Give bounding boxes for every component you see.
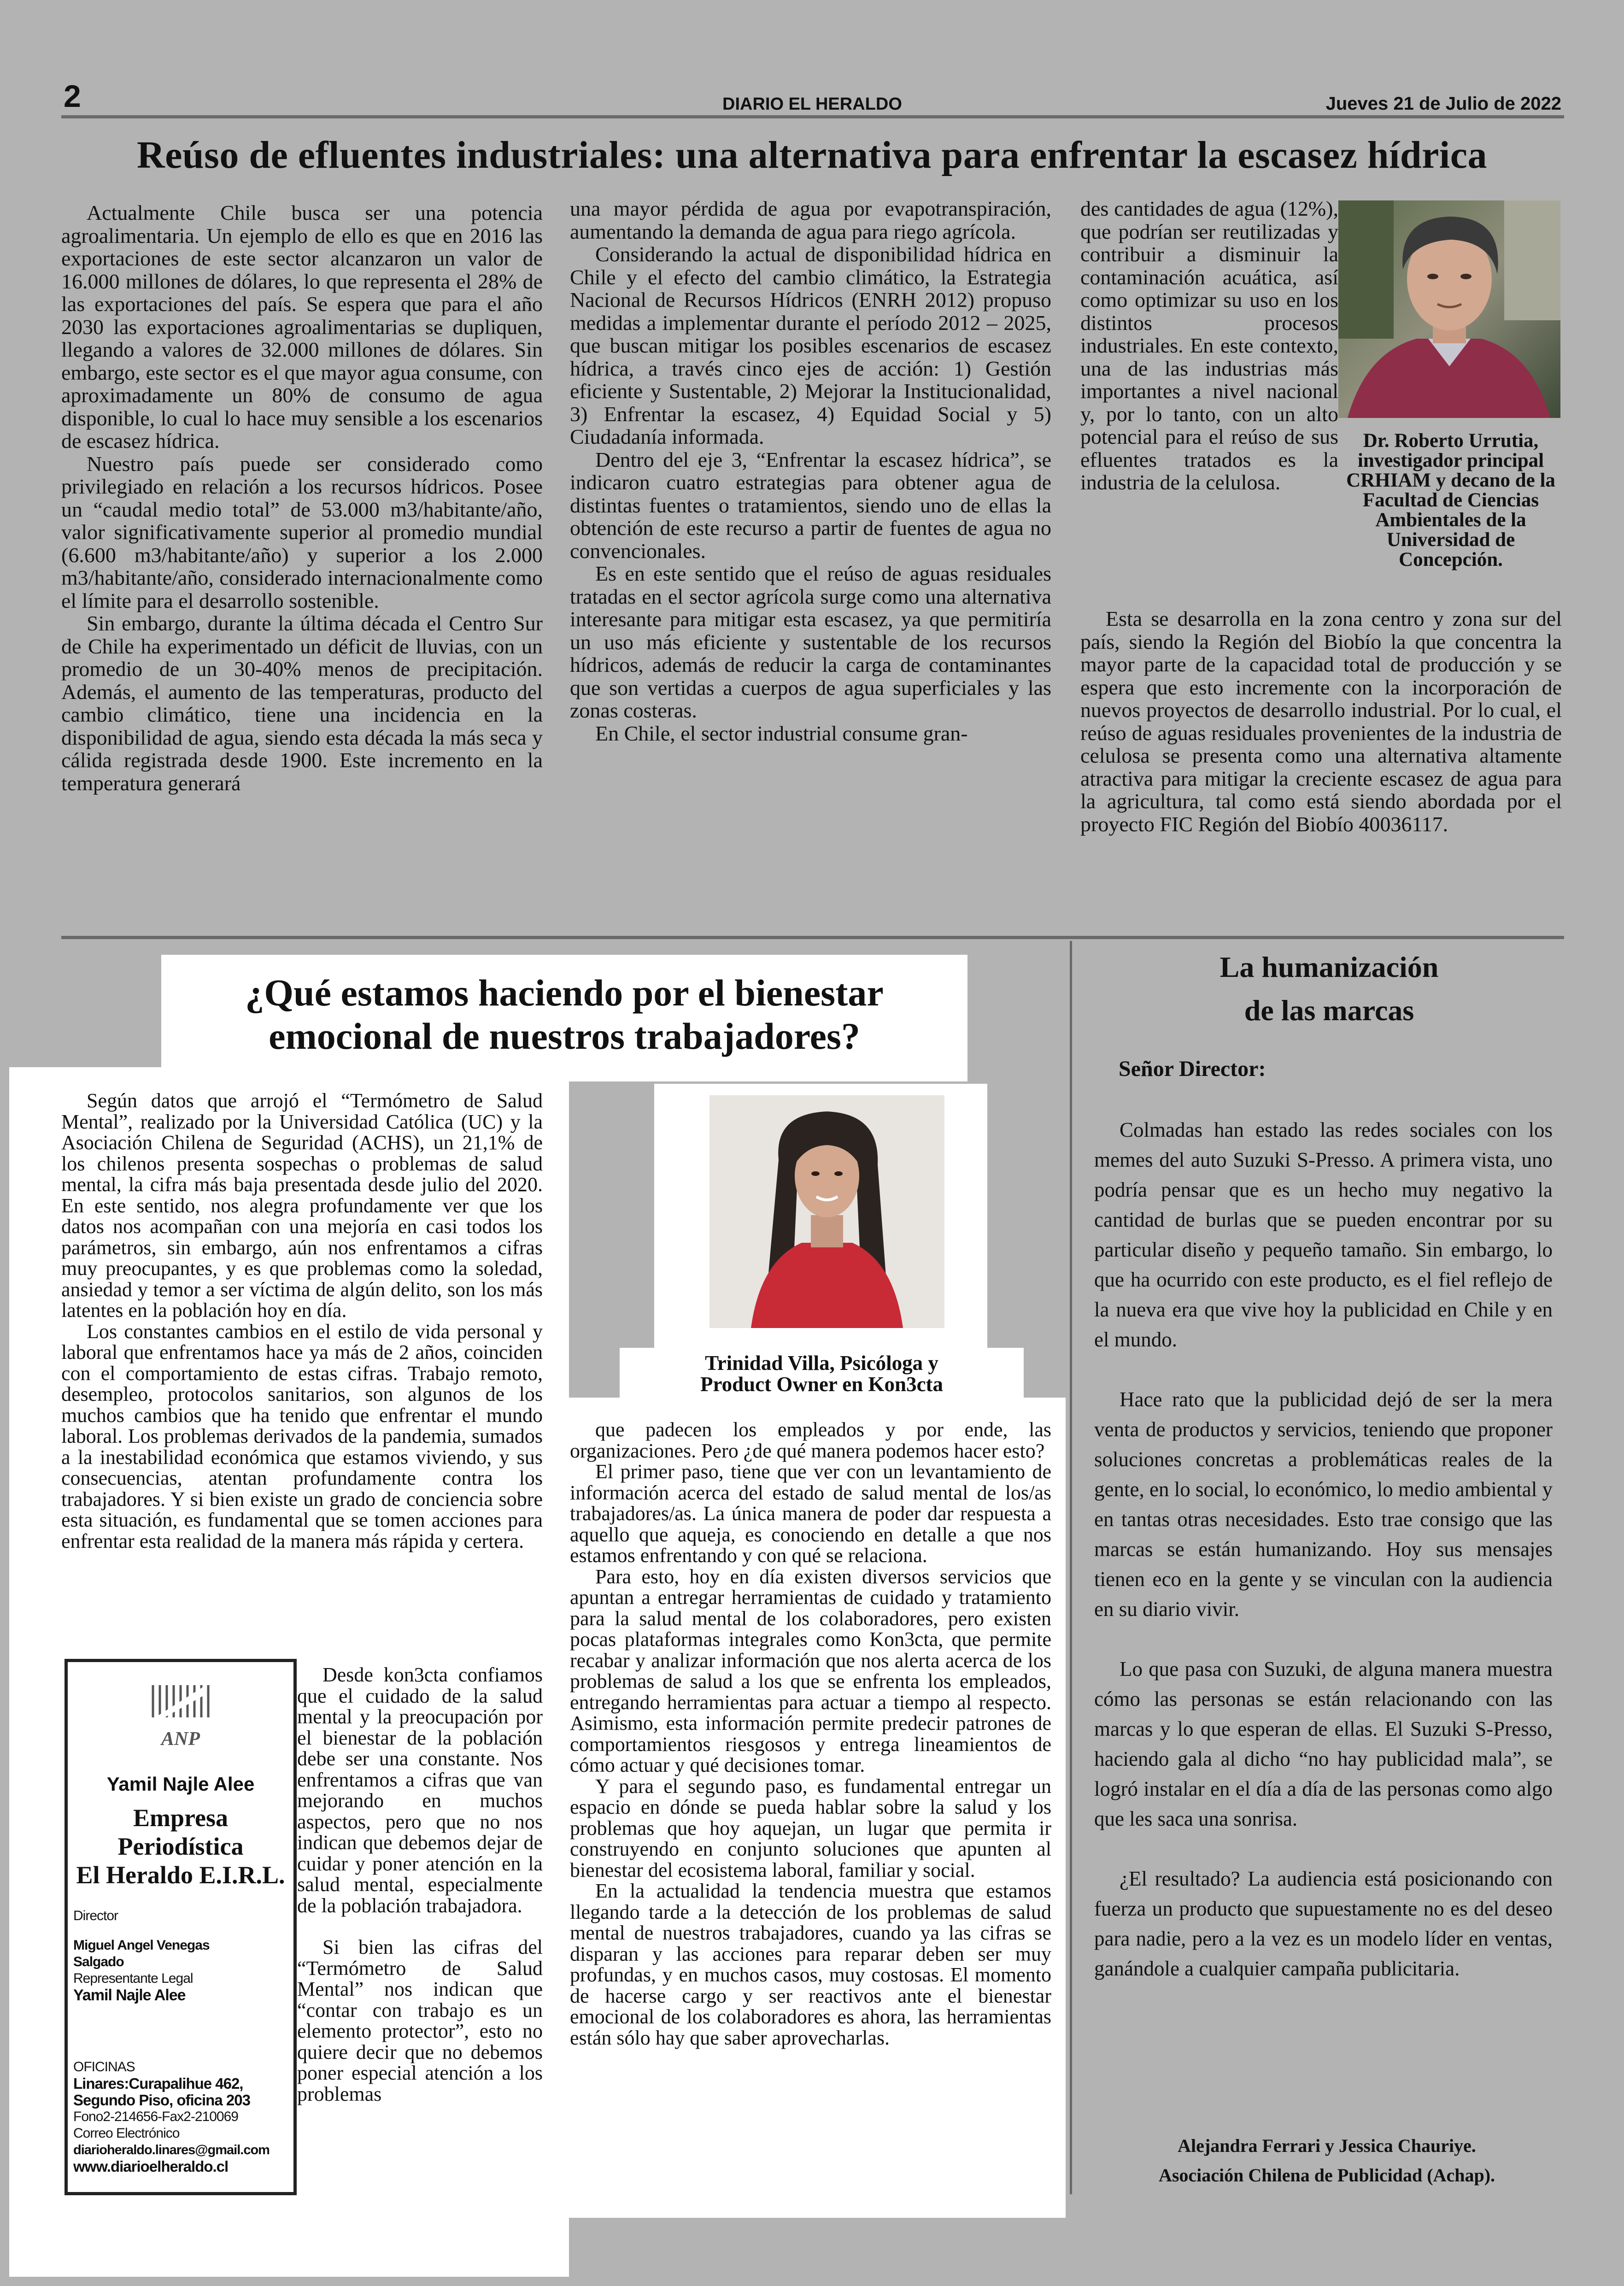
address-2: Segundo Piso, oficina 203 <box>73 2092 250 2109</box>
article2-col1 <box>61 1090 543 1551</box>
article1-col2-p2: Considerando la actual de disponibilidad hídrica en Chile y el efecto del cambio climático, la Estrategia Nacional de Recursos Hídricos (ENRH 2012) propuso medidas a implementar durante el período 2012 – 2025, que buscan mitigar los posibles escenarios de escasez hídrica, a través cinco ejes de acción: 1) Gestión eficiente y Sustentable, 2) Mejorar la Institucionalidad, 3) Enfrentar la escasez, 4) Equidad Social y 5) Ciudadanía informada. <box>570 242 1051 448</box>
issue-date: Jueves 21 de Julio de 2022 <box>1325 94 1561 114</box>
article2-col2-p5: En la actualidad la tendencia muestra que estamos llegando tarde a la detección de los problemas de salud mental de nuestros trabajadores, cuando ya las cifras se disparan y las acciones para reparar deben ser muy profundas, y en muchos casos, muy costosas. El momento de hacerse cargo y ser reactivos ante el bienestar emocional de los colaboradores es ahora, las herramientas están sólo hay que saber aprovecharlas. <box>570 1880 1051 2049</box>
rep-name: Yamil Najle Alee <box>73 1986 186 2004</box>
letter-p2: Hace rato que la publicidad dejó de ser la mera venta de productos y servicios, teniendo que proponer soluciones concretas a problemáticas reales de la gente, en lo social, lo económico, lo medio ambiental y en tantas otras necesidades. Esto trae consigo que las marcas se están humanizando. Hoy sus mensajes tienen eco en la gente y se vinculan con la audiencia en su diario vivir. <box>1094 1388 1553 1621</box>
masthead-company-2: El Heraldo E.I.R.L. <box>76 1861 285 1889</box>
section-rule <box>61 936 1564 939</box>
article1-photo-caption: Dr. Roberto Urrutia, investigador principal CRHIAM y decano de la Facultad de Ciencias Ambientales de la Universidad de Concepción. <box>1346 430 1555 570</box>
portrait-photo-urrutia <box>1338 200 1560 418</box>
article1-col2-p5: En Chile, el sector industrial consume gran- <box>595 721 968 745</box>
article1-col1-p1: Actualmente Chile busca ser una potencia agroalimentaria. Un ejemplo de ello es que en 2016 las exportaciones de este sector alcanzaron un valor de 16.000 millones de dólares, lo que representa el 28% de las exportaciones del país. Se espera que para el año 2030 las exportaciones agroalimentarias se dupliquen, llegando a valores de 32.000 millones de dólares. Sin embargo, este sector es el que mayor agua consume, con aproximadamente un 80% de consumo de agua disponible, lo cual lo hace muy sensible a los escenarios de escasez hídrica. <box>61 201 543 452</box>
article1-title: Reúso de efluentes industriales: una alternativa para enfrentar la escasez hídrica <box>136 134 1487 176</box>
letter-signature-1: Alejandra Ferrari y Jessica Chauriye. <box>1178 2135 1476 2156</box>
header-rule <box>61 115 1564 118</box>
rep-label: Representante Legal <box>73 1971 193 1986</box>
article1-col1-p2: Nuestro país puede ser considerado como privilegiado en relación a los recursos hídricos. Posee un “caudal medio total” de 53.000 m3/habitante/año, valor significativamente superior al promedio mundial (6.600 m3/habitante/año) y superior a los 2.000 m3/habitante/año, considerado internacionalmente como el límite para el desarrollo sostenible. <box>61 452 543 612</box>
article2-narrow-p1: Desde kon3cta confiamos que el cuidado de la salud mental y la preocupación por el bienestar de la población debe ser una constante. Nos enfrentamos a cifras que van mejorando en muchos aspectos, pero que no nos indican que debemos dejar de cuidar y poner atención en la salud mental, especialmente de la población trabajadora. <box>297 1663 543 1917</box>
article1-col2-p4: Es en este sentido que el reúso de aguas residuales tratadas en el sector agrícola surge como una alternativa interesante para mitigar esta escasez, ya que permitiría un uso más eficiente y sustentable de los recursos hídricos, además de reducir la carga de contaminantes que son vertidas a cuerpos de agua superficiales y las zonas costeras. <box>570 562 1051 722</box>
email: diarioheraldo.linares@gmail.com <box>73 2143 270 2157</box>
article2-narrow-p2: Si bien las cifras del “Termómetro de Salud Mental” nos indican que “contar con trabajo es un elemento protector”, esto no quiere decir que no debemos poner especial atención a los problemas <box>297 1936 543 2105</box>
masthead-owner: Yamil Najle Alee <box>106 1773 255 1795</box>
letter-signature-2: Asociación Chilena de Publicidad (Achap). <box>1158 2165 1495 2186</box>
article2-photo-caption: Trinidad Villa, Psicóloga y Product Owner en Kon3cta <box>700 1352 944 1396</box>
letter-title-line1: La humanización <box>1219 951 1439 983</box>
letter-salutation: Señor Director: <box>1119 1057 1266 1081</box>
anp-logo <box>68 1681 293 1750</box>
article2-col2-p1: que padecen los empleados y por ende, las organizaciones. Pero ¿de qué manera podemos hacer esto? <box>570 1418 1051 1462</box>
letter-signature <box>1094 2131 1560 2190</box>
masthead-company-1: Empresa Periodística <box>117 1804 244 1860</box>
letter-p1: Colmadas han estado las redes sociales con los memes del auto Suzuki S-Presso. A primera vista, uno podría pensar que es un hecho muy negativo la cantidad de burlas que se pueden encontrar por su particular diseño y pequeño tamaño. Sin embargo, lo que ha ocurrido con este producto, es el fiel reflejo de la nueva era que vive hoy la publicidad en Chile y en el mundo. <box>1094 1118 1553 1351</box>
portrait-trinidad-illustration <box>709 1095 944 1328</box>
article2-title-box <box>161 955 967 1081</box>
letter-p3: Lo que pasa con Suzuki, de alguna manera muestra cómo las personas se están relacionando con las marcas y lo que esperan de ellas. El Suzuki S-Presso, haciendo gala al dicho “no hay publicidad mala”, se logró instalar en el día a día de las personas como algo que les saca una sonrisa. <box>1094 1657 1553 1830</box>
address-1: Linares:Curapalihue 462, <box>73 2075 243 2092</box>
article2-col2-p4: Y para el segundo paso, es fundamental entregar un espacio en dónde se pueda hablar sobre la salud y los problemas que hoy aquejan, un lugar que permita ir construyendo en conjunto soluciones que apunten al bienestar del ecosistema laboral, familiar y social. <box>570 1775 1051 1881</box>
director-name-1: Miguel Angel Venegas <box>73 1938 210 1953</box>
offices-label: OFICINAS <box>73 2059 135 2074</box>
article2-title: ¿Qué estamos haciendo por el bienestar emocional de nuestros trabajadores? <box>245 972 884 1057</box>
paper-name: DIARIO EL HERALDO <box>722 94 902 114</box>
masthead-details <box>73 1908 293 2175</box>
portrait-photo-trinidad <box>709 1095 944 1328</box>
article2-col1-p2: Los constantes cambios en el estilo de vida personal y laboral que enfrentamos hace ya más de 2 años, coinciden con el comportamiento de estas cifras. Trabajo remoto, desempleo, protocolos sanitarios, son algunos de los muchos cambios que ha tenido que enfrentar el mundo laboral. Los problemas derivados de la pandemia, sumados a la inestabilidad económica que estamos viviendo, y sus consecuencias, atentan profundamente contra los trabajadores. Y si bien existe un grado de conciencia sobre esta situación, es fundamental que se tomen acciones para enfrentar esta realidad de la manera más rápida y certera. <box>61 1320 543 1552</box>
director-name-2: Salgado <box>73 1954 124 1969</box>
article2-col1-narrow <box>297 1664 543 2104</box>
article2-col1-p1: Según datos que arrojó el “Termómetro de Salud Mental”, realizado por la Universidad Católica (UC) y la Asociación Chilena de Seguridad (ACHS), un 21,1% de los chilenos presenta sospechas o problemas de salud mental, la cifra más baja presentada desde julio del 2020. En este sentido, nos alegra profundamente ver que los datos nos acompañan con una mejoría en casi todos los parámetros, sin embargo, aún nos enfrentamos a cifras muy preocupantes, y es que problemas como la soledad, ansiedad y temor a ser víctima de algún delito, son los más latentes en la población hoy en día. <box>61 1089 543 1322</box>
article2-col2-p2: El primer paso, tiene que ver con un levantamiento de información acerca del estado de salud mental de los/as trabajadores/as. La única manera de poder dar respuesta a aquello que aqueja, es conociendo en detalle a que nos estamos enfrentando y con qué se relaciona. <box>570 1460 1051 1567</box>
masthead-box <box>64 1659 297 2195</box>
letter-body <box>1094 1115 1553 2014</box>
letter-title <box>1096 946 1562 1032</box>
director-label: Director <box>73 1908 118 1923</box>
article2-col2 <box>570 1419 1051 2048</box>
article1-col2-p1: una mayor pérdida de agua por evapotranspiración, aumentando la demanda de agua para riego agrícola. <box>570 197 1051 243</box>
article1-col3-bottom <box>1080 607 1562 835</box>
letter-title-line2: de las marcas <box>1244 994 1414 1027</box>
article1-col3-p1: des cantidades de agua (12%), que podrían ser reutilizadas y contribuir a disminuir la contaminación acuática, así como optimizar su uso en los distintos procesos industriales. En este contexto, una de las industrias más importantes a nivel nacional y, por lo tanto, con un alto potencial para el reúso de sus efluentes tratados es la industria de la celulosa. <box>1080 197 1338 494</box>
article1-col1-p3: Sin embargo, durante la última década el Centro Sur de Chile ha experimentado un déficit de lluvias, con un promedio de un 30-40% menos de precipitación. Además, el aumento de las temperaturas, producto del cambio climático, tiene una incidencia en la disponibilidad de agua, siendo esta década la más seca y cálida registrada desde 1900. Este incremento en la temperatura generará <box>61 611 543 795</box>
portrait-urrutia-illustration <box>1338 200 1560 418</box>
letter-p4: ¿El resultado? La audiencia está posicionando con fuerza un producto que supuestamente no es del deseo para nadie, pero a la vez es un modelo líder en ventas, ganándole a cualquier campaña publicitaria. <box>1094 1867 1553 1980</box>
column-divider <box>1070 941 1072 2194</box>
article1-col1 <box>61 201 543 794</box>
article1-col3-p2: Esta se desarrolla en la zona centro y zona sur del país, siendo la Región del Biobío la que concentra la mayor parte de la capacidad total de producción y se espera que esto incremente con la incorporación de nuevos proyectos de desarrollo industrial. Por lo cual, el reúso de aguas residuales provenientes de la industria de celulosa se presenta como una alternativa altamente atractiva para mitigar la creciente escasez de agua para la agricultura, tal como está siendo abordada por el proyecto FIC Región del Biobío 40036117. <box>1080 607 1562 836</box>
anp-logo-icon <box>146 1681 215 1731</box>
page-number: 2 <box>64 79 81 114</box>
website: www.diarioelheraldo.cl <box>73 2158 229 2175</box>
email-label: Correo Electrónico <box>73 2126 180 2141</box>
article1-col3-top <box>1080 197 1338 494</box>
article2-caption-box <box>620 1348 1024 1407</box>
anp-logo-text: ANP <box>161 1728 200 1750</box>
phone: Fono2-214656-Fax2-210069 <box>73 2109 238 2124</box>
article1-col2 <box>570 197 1051 745</box>
article2-col2-p3: Para esto, hoy en día existen diversos servicios que apuntan a entregar herramientas de cuidado y tratamiento para la salud mental de los colaboradores, pero existen pocas plataformas integrales como Kon3cta, que permite recabar y analizar información que nos alerta acerca de los problemas de salud a los que se enfrenta los empleados, entregando herramientas para actuar a tiempo al respecto. Asimismo, esta información permite predecir patrones de comportamientos riesgosos y entrega lineamientos de cómo actuar y qué decisiones tomar. <box>570 1565 1051 1776</box>
article1-col2-p3: Dentro del eje 3, “Enfrentar la escasez hídrica”, se indicaron cuatro estrategias para obtener agua de distintas fuentes o tratamientos, siendo uno de ellas la obtención de este recurso a partir de fuentes de agua no convencionales. <box>570 447 1051 563</box>
